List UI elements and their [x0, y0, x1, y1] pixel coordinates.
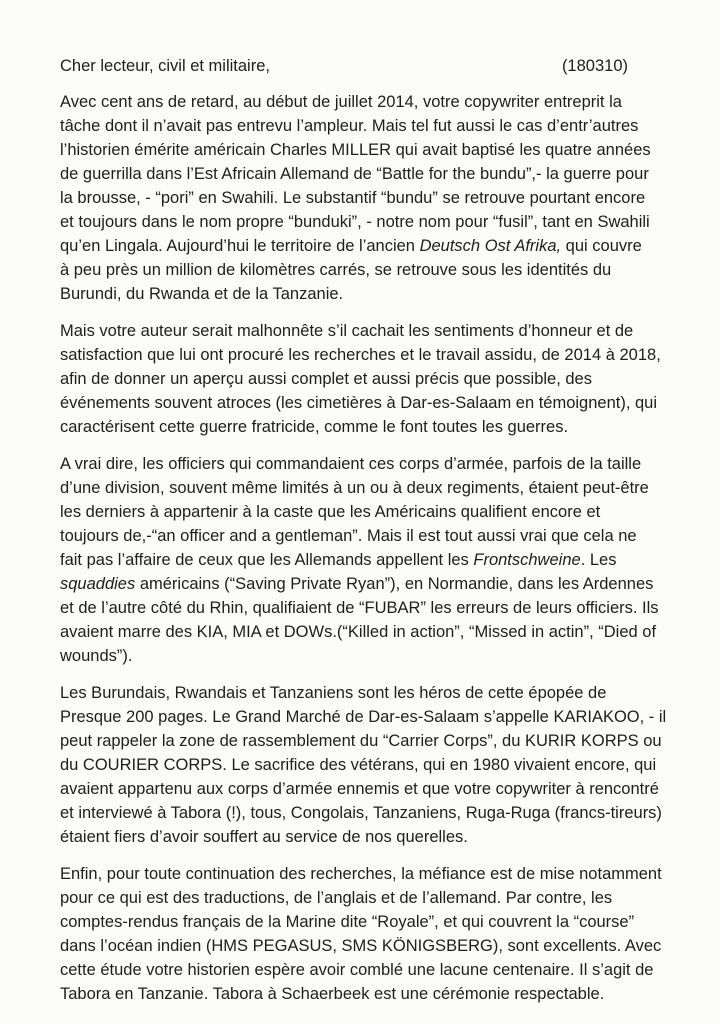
text-line: avaient appartenu aux corps d’armée ennemis et que votre copywriter à rencontré — [60, 780, 659, 798]
text-line: Presque 200 pages. Le Grand Marché de Dar-es-Salaam s’appelle KARIAKOO, - il — [60, 708, 667, 726]
text-line: et toujours dans le nom propre “bunduki”, - notre nom pour “fusil”, tant en Swahili — [60, 213, 650, 231]
text-line: Enfin, pour toute continuation des recherches, la méfiance est de mise notamment — [60, 865, 662, 883]
text-line: cette étude votre historien espère avoir comblé une lacune centenaire. Il s’agit de — [60, 961, 654, 979]
paragraph-4 — [60, 681, 667, 849]
italic-term: squaddies — [60, 575, 136, 593]
italic-term: Frontschweine — [473, 551, 581, 569]
text-line: afin de donner un aperçu aussi complet et aussi précis que possible, des — [60, 370, 592, 388]
italic-term: Deutsch Ost Afrika, — [419, 237, 562, 255]
text-line: wounds”). — [60, 647, 133, 665]
text-run: . Les — [580, 551, 617, 569]
text-line: du COURIER CORPS. Le sacrifice des vétérans, qui en 1980 vivaient encore, qui — [60, 756, 657, 774]
salutation: Cher lecteur, civil et militaire, — [60, 57, 270, 75]
text-line: Tabora en Tanzanie. Tabora à Schaerbeek est une cérémonie respectable. — [60, 985, 605, 1003]
text-line: Les Burundais, Rwandais et Tanzaniens sont les héros de cette épopée de — [60, 684, 607, 702]
text-line: l’historien émérite américain Charles MILLER qui avait baptisé les quatre années — [60, 141, 651, 159]
text-line: à peu près un million de kilomètres carrés, se retrouve sous les identités du — [60, 261, 612, 279]
text-run: qu’en Lingala. Aujourd’hui le territoire de l’ancien — [60, 237, 420, 255]
reference-number: (180310) — [561, 57, 628, 75]
text-line — [60, 572, 658, 596]
text-line: Mais votre auteur serait malhonnête s’il cachait les sentiments d’honneur et de — [60, 322, 634, 340]
text-line: d’une division, souvent même limités à un ou à deux regiments, étaient peut-être — [60, 479, 649, 497]
text-line: caractérisent cette guerre fratricide, comme le font toutes les guerres. — [60, 418, 569, 436]
paragraph-2 — [60, 319, 661, 439]
text-line: de guerrilla dans l’Est Africain Allemand de “Battle for the bundu”,- la guerre pour — [60, 165, 649, 183]
text-line: pour ce qui est des traductions, de l’anglais et de l’allemand. Par contre, les — [60, 889, 613, 907]
text-run: qui couvre — [561, 237, 642, 255]
text-line: avaient marre des KIA, MIA et DOWs.(“Killed in action”, “Missed in actin”, “Died of — [60, 623, 657, 641]
text-run: américains (“Saving Private Ryan”), en Normandie, dans les Ardennes — [135, 575, 654, 593]
text-line — [60, 548, 658, 572]
text-line: Avec cent ans de retard, au début de juillet 2014, votre copywriter entreprit la — [60, 93, 622, 111]
text-line: tâche dont il n’avait pas entrevu l’ampleur. Mais tel fut aussi le cas d’entr’autres — [60, 117, 639, 135]
text-line: comptes-rendus français de la Marine dite “Royale”, et qui couvrent la “course” — [60, 913, 635, 931]
paragraph-5 — [60, 862, 662, 1006]
text-line: peut rappeler la zone de rassemblement du “Carrier Corps”, du KURIR KORPS ou — [60, 732, 662, 750]
text-line: satisfaction que lui ont procuré les recherches et le travail assidu, de 2014 à 2018, — [60, 346, 661, 364]
text-line: et interviewé à Tabora (!), tous, Congolais, Tanzaniens, Ruga-Ruga (francs-tireurs) — [60, 804, 662, 822]
text-line: les derniers à appartenir à la caste que les Américains qualifient encore et — [60, 503, 601, 521]
text-line: Burundi, du Rwanda et de la Tanzanie. — [60, 285, 344, 303]
text-run: fait pas l’affaire de ceux que les Allemands appellent les — [60, 551, 474, 569]
text-line: dans l’océan indien (HMS PEGASUS, SMS KÖNIGSBERG), sont excellents. Avec — [60, 937, 662, 955]
text-line: A vrai dire, les officiers qui commandaient ces corps d’armée, parfois de la taille — [60, 455, 642, 473]
text-line: et de l’autre côté du Rhin, qualifiaient de “FUBAR” les erreurs de leurs officiers. Ils — [60, 599, 659, 617]
text-line: toujours de,-“an officer and a gentleman”. Mais il est tout aussi vrai que cela ne — [60, 527, 637, 545]
letter-header — [60, 54, 658, 78]
paragraph-3 — [60, 452, 658, 668]
paragraph-1 — [60, 90, 658, 306]
text-line — [60, 234, 658, 258]
text-line: événements souvent atroces (les cimetières à Dar-es-Salaam en témoignent), qui — [60, 394, 658, 412]
text-line: étaient fiers d’avoir souffert au service de nos querelles. — [60, 828, 468, 846]
text-line: la brousse, - “pori” en Swahili. Le substantif “bundu” se retrouve pourtant encore — [60, 189, 646, 207]
